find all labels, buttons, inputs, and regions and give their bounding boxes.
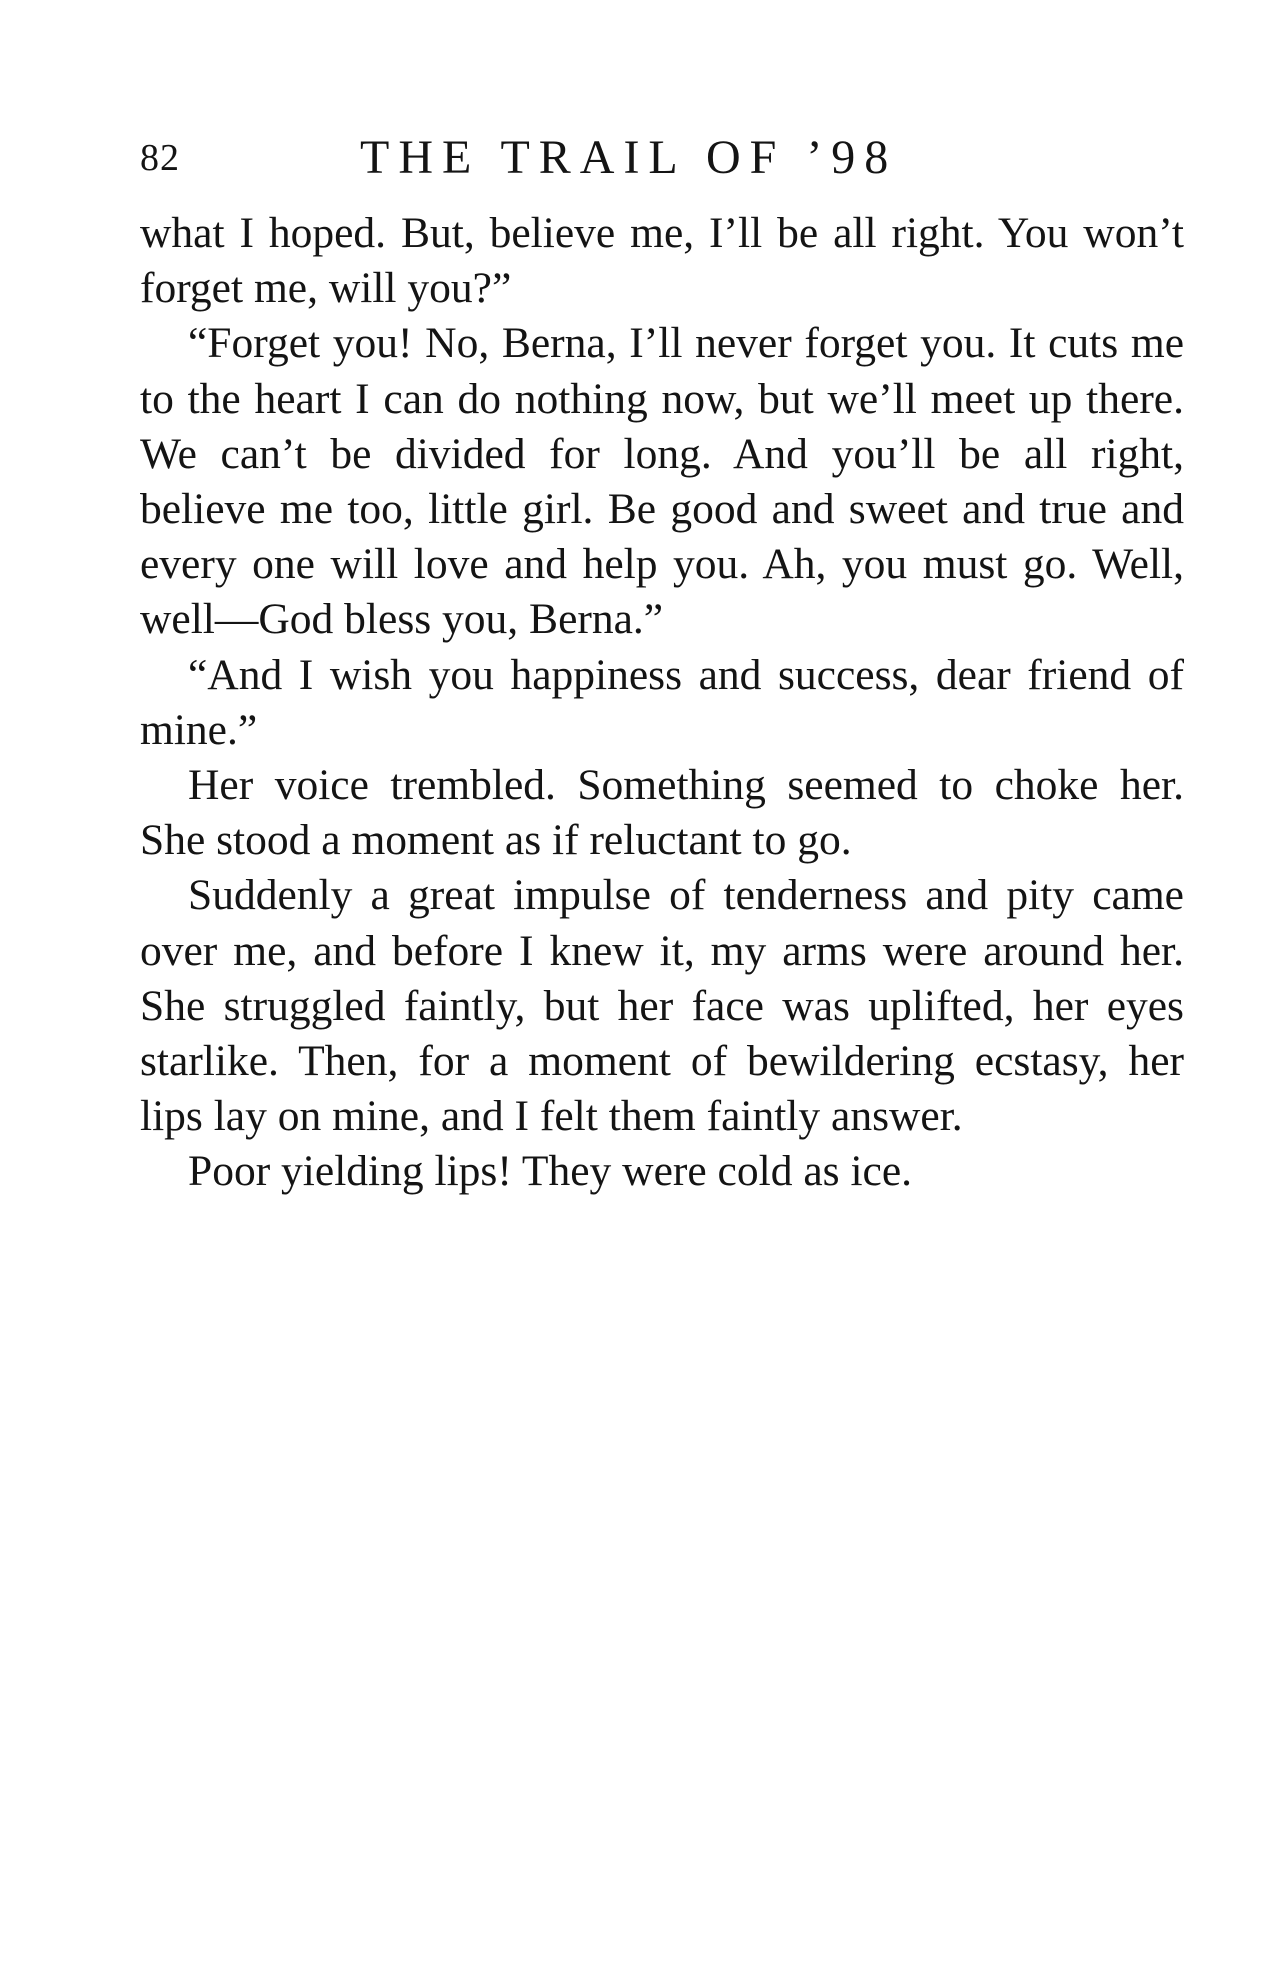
paragraph-3: “And I wish you happiness and success, dear friend of mine.”	[140, 650, 1184, 754]
paragraph-1: what I hoped. But, believe me, I’ll be all right. You won’t forget me, will you?”	[140, 209, 1184, 313]
page-header	[140, 128, 1184, 188]
body-text	[140, 206, 1184, 1200]
page-number: 82	[140, 137, 180, 179]
paragraph-4: Her voice trembled. Something seemed to choke her. She stood a moment as if reluctant to go.	[140, 761, 1184, 865]
running-title: THE TRAIL OF ’98	[360, 131, 898, 184]
paragraph-5: Suddenly a great impulse of tenderness and pity came over me, and before I knew it, my arms were around her. She struggled faintly, but her face was uplifted, her eyes starlike. Then, for a moment of bewildering ecstasy, her lips lay on mine, and I felt them faintly answer.	[140, 871, 1184, 1141]
paragraph-2: “Forget you! No, Berna, I’ll never forget you. It cuts me to the heart I can do nothing now, but we’ll meet up there. We can’t be divided for long. And you’ll be all right, believe me too, little girl. Be good and sweet and true and every one will love and help you. Ah, you must go. Well, well—God bless you, Berna.”	[140, 319, 1184, 644]
paragraph-6: Poor yielding lips! They were cold as ice.	[188, 1147, 913, 1196]
